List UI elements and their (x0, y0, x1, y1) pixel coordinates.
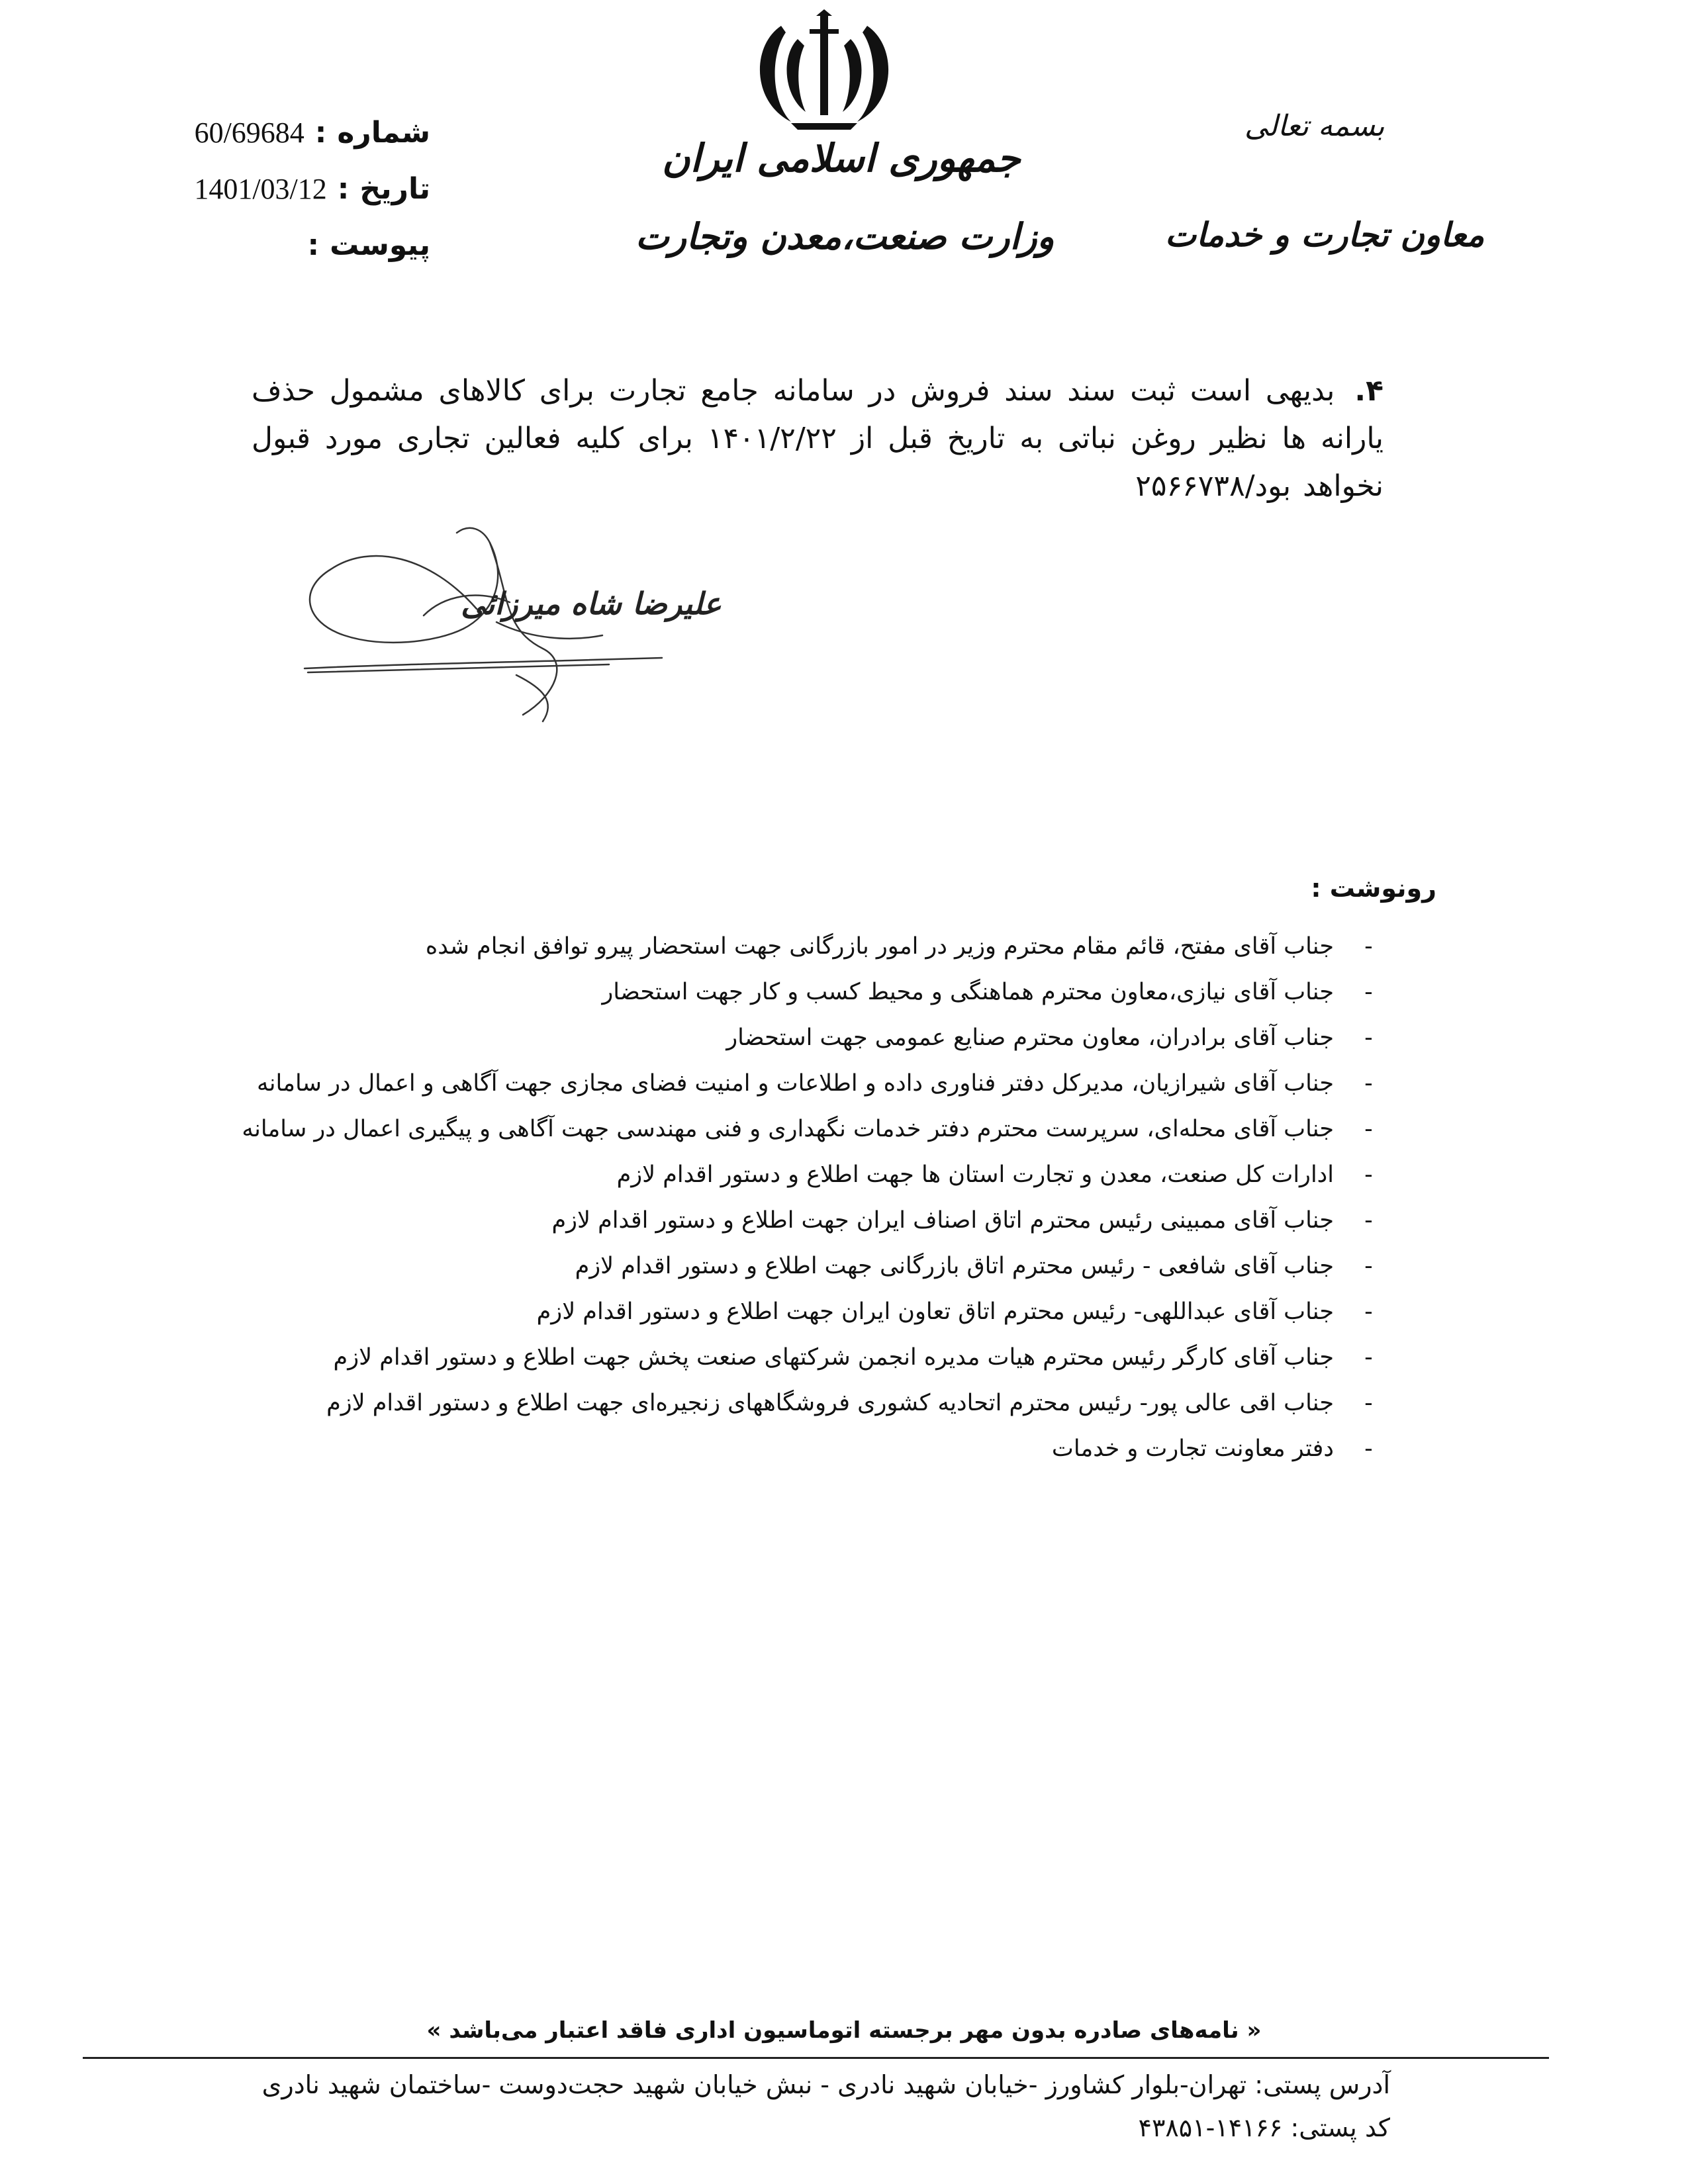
cc-list-item (278, 1426, 1390, 1471)
cc-bullet-dash: - (1364, 1115, 1373, 1142)
letter-date-row (132, 165, 430, 212)
cc-list-item (278, 969, 1390, 1015)
cc-list-item (278, 1380, 1390, 1426)
country-name: جمهوری اسلامی ایران (662, 136, 1021, 181)
footer-address: آدرس پستی: تهران-بلوار کشاورز -خیابان شهید نادری - نبش خیابان شهید حجت‌دوست -ساختمان شهید نادری (261, 2070, 1390, 2099)
date-colon: : (337, 171, 350, 206)
iran-emblem-logo (745, 9, 904, 135)
attachment-row (132, 222, 430, 268)
cc-list-item (278, 1289, 1390, 1334)
letter-number-row (132, 109, 430, 156)
cc-bullet-dash: - (1364, 1298, 1373, 1325)
cc-bullet-dash: - (1364, 1206, 1373, 1234)
cc-recipient-text: جناب آقای برادران، معاون محترم صنایع عمومی جهت استحضار (726, 1024, 1334, 1051)
number-colon: : (314, 115, 327, 150)
cc-list-item (278, 1197, 1390, 1243)
cc-list (242, 923, 1390, 1471)
item-number: ۴. (1354, 374, 1383, 408)
number-value: 60/69684 (194, 116, 305, 149)
cc-recipient-text: جناب آقای عبداللهی- رئیس محترم اتاق تعاون ایران جهت اطلاع و دستور اقدام لازم (536, 1298, 1334, 1325)
cc-recipient-text: ادارات کل صنعت، معدن و تجارت استان ها جهت اطلاع و دستور اقدام لازم (616, 1161, 1334, 1188)
footer-postal-code: کد پستی: ۱۴۱۶۶-۴۳۸۵۱ (1138, 2113, 1390, 2142)
attachment-label: پیوست (330, 228, 430, 262)
cc-list-item (278, 923, 1390, 969)
issuing-department: معاون تجارت و خدمات (1165, 215, 1485, 254)
date-value: 1401/03/12 (194, 172, 327, 205)
footer-validity-note: « نامه‌های صادره بدون مهر برجسته اتوماسیون اداری فاقد اعتبار می‌باشد » (426, 2017, 1262, 2044)
cc-recipient-text: جناب آقای محله‌ای، سرپرست محترم دفتر خدمات نگهداری و فنی مهندسی جهت آگاهی و پیگیری اعمال در سامانه (242, 1115, 1334, 1142)
cc-list-item (278, 1334, 1390, 1380)
signer-name: علیرضا شاه میرزائی (461, 586, 722, 621)
cc-bullet-dash: - (1364, 1435, 1373, 1462)
handwritten-signature (291, 516, 715, 728)
cc-bullet-dash: - (1364, 978, 1373, 1005)
item-text: بدیهی است ثبت سند سند فروش در سامانه جامع تجارت برای کالاهای مشمول حذف یارانه ها نظیر روغن نباتی به تاریخ قبل از ۱۴۰۱/۲/۲۲ برای کلیه فعالین تجاری مورد قبول نخواهد بود/۲۵۶۶۷۳۸ (252, 374, 1383, 503)
cc-bullet-dash: - (1364, 1024, 1373, 1051)
cc-bullet-dash: - (1364, 1161, 1373, 1188)
cc-bullet-dash: - (1364, 1069, 1373, 1097)
ministry-name: وزارت صنعت،معدن وتجارت (635, 215, 1055, 257)
cc-bullet-dash: - (1364, 933, 1373, 960)
cc-recipient-text: دفتر معاونت تجارت و خدمات (1051, 1435, 1334, 1462)
basmala-heading: بسمه تعالی (1244, 109, 1385, 143)
cc-recipient-text: جناب آقای ممبینی رئیس محترم اتاق اصناف ایران جهت اطلاع و دستور اقدام لازم (551, 1206, 1334, 1234)
body-paragraph-item-4 (252, 367, 1383, 510)
cc-recipient-text: جناب آقای نیازی،معاون محترم هماهنگی و محیط کسب و کار جهت استحضار (602, 978, 1334, 1005)
cc-bullet-dash: - (1364, 1343, 1373, 1371)
cc-recipient-text: جناب آقای شافعی - رئیس محترم اتاق بازرگانی جهت اطلاع و دستور اقدام لازم (575, 1252, 1334, 1279)
cc-recipient-text: جناب آقای شیرازیان، مدیرکل دفتر فناوری داده و اطلاعات و امنیت فضای مجازی جهت آگاهی و اعمال در سامانه (257, 1069, 1334, 1097)
cc-list-item (278, 1152, 1390, 1197)
footer-divider (83, 2057, 1549, 2059)
date-label: تاریخ (359, 171, 430, 206)
cc-list-item (278, 1015, 1390, 1060)
cc-list-item (242, 1106, 1390, 1152)
cc-recipient-text: جناب اقی عالی پور- رئیس محترم اتحادیه کشوری فروشگاههای زنجیره‌ای جهت اطلاع و دستور اقدام لازم (326, 1389, 1334, 1416)
cc-recipient-text: جناب آقای کارگر رئیس محترم هیات مدیره انجمن شرکتهای صنعت پخش جهت اطلاع و دستور اقدام لازم (333, 1343, 1334, 1371)
cc-list-item (278, 1243, 1390, 1289)
cc-bullet-dash: - (1364, 1389, 1373, 1416)
cc-bullet-dash: - (1364, 1252, 1373, 1279)
attachment-colon: : (307, 228, 320, 262)
cc-list-item (257, 1060, 1390, 1106)
cc-recipient-text: جناب آقای مفتح، قائم مقام محترم وزیر در امور بازرگانی جهت استحضار پیرو توافق انجام شده (425, 933, 1334, 960)
number-label: شماره (337, 115, 430, 150)
cc-heading: رونوشت : (1311, 874, 1436, 903)
